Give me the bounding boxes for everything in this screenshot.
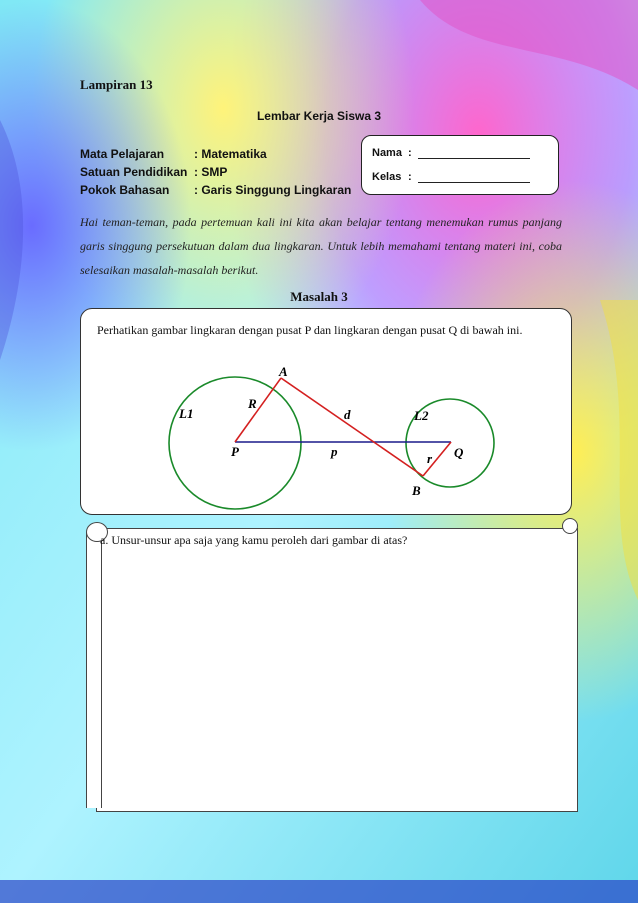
worksheet-title <box>0 109 638 123</box>
info-row-topic <box>80 181 351 199</box>
info-value: : Garis Singgung Lingkaran <box>194 183 352 197</box>
info-key: Satuan Pendidikan <box>80 165 188 179</box>
appendix-label: Lampiran 13 <box>80 77 153 92</box>
info-row-school-level <box>80 163 351 181</box>
tangent-circles-figure <box>81 309 571 514</box>
class-label: Kelas <box>372 171 402 183</box>
problem-panel <box>80 308 572 515</box>
label-q: Q <box>454 445 464 460</box>
class-row <box>372 170 530 183</box>
intro-paragraph: Hai teman-teman, pada pertemuan kali ini kita akan belajar tentang menemukan rumus panjang garis singgung persekutuan dalam dua lingkaran. Untuk lebih memahami tentang materi ini, coba selesaikan masalah-masalah berikut. <box>80 215 562 277</box>
label-l1: L1 <box>179 406 194 421</box>
scroll-roll <box>86 532 102 808</box>
label-l2: L2 <box>414 408 429 423</box>
info-value: : SMP <box>194 165 228 179</box>
question-a: a. Unsur-unsur apa saja yang kamu peroleh dari gambar di atas? <box>100 533 408 547</box>
name-colon: : <box>408 147 412 159</box>
answer-area[interactable] <box>96 528 578 812</box>
problem-instruction: Perhatikan gambar lingkaran dengan pusat P dan lingkaran dengan pusat Q di bawah ini. <box>97 323 523 337</box>
label-p-line: p <box>331 444 338 459</box>
worksheet-title-text: Lembar Kerja Siswa 3 <box>256 109 382 123</box>
label-d: d <box>344 407 351 422</box>
student-name-box <box>361 135 559 195</box>
class-field[interactable] <box>418 170 530 183</box>
label-r-big: R <box>248 396 257 411</box>
scroll-curl <box>562 518 578 534</box>
label-r-small: r <box>427 451 433 466</box>
info-value: : Matematika <box>194 147 267 161</box>
name-field[interactable] <box>418 146 530 159</box>
circle-l1 <box>169 377 301 509</box>
answer-scroll <box>86 518 578 808</box>
info-row-subject <box>80 145 351 163</box>
problem-title: Masalah 3 <box>290 289 348 304</box>
label-b: B <box>412 483 421 498</box>
label-a: A <box>279 364 288 379</box>
name-row <box>372 146 530 159</box>
name-label: Nama <box>372 147 402 159</box>
label-p-center: P <box>231 444 239 459</box>
radius-r-line <box>235 378 281 442</box>
info-key: Mata Pelajaran <box>80 147 165 161</box>
subject-info <box>80 145 351 199</box>
info-key: Pokok Bahasan <box>80 183 170 197</box>
class-colon: : <box>408 171 412 183</box>
tangent-line-d <box>281 378 423 476</box>
